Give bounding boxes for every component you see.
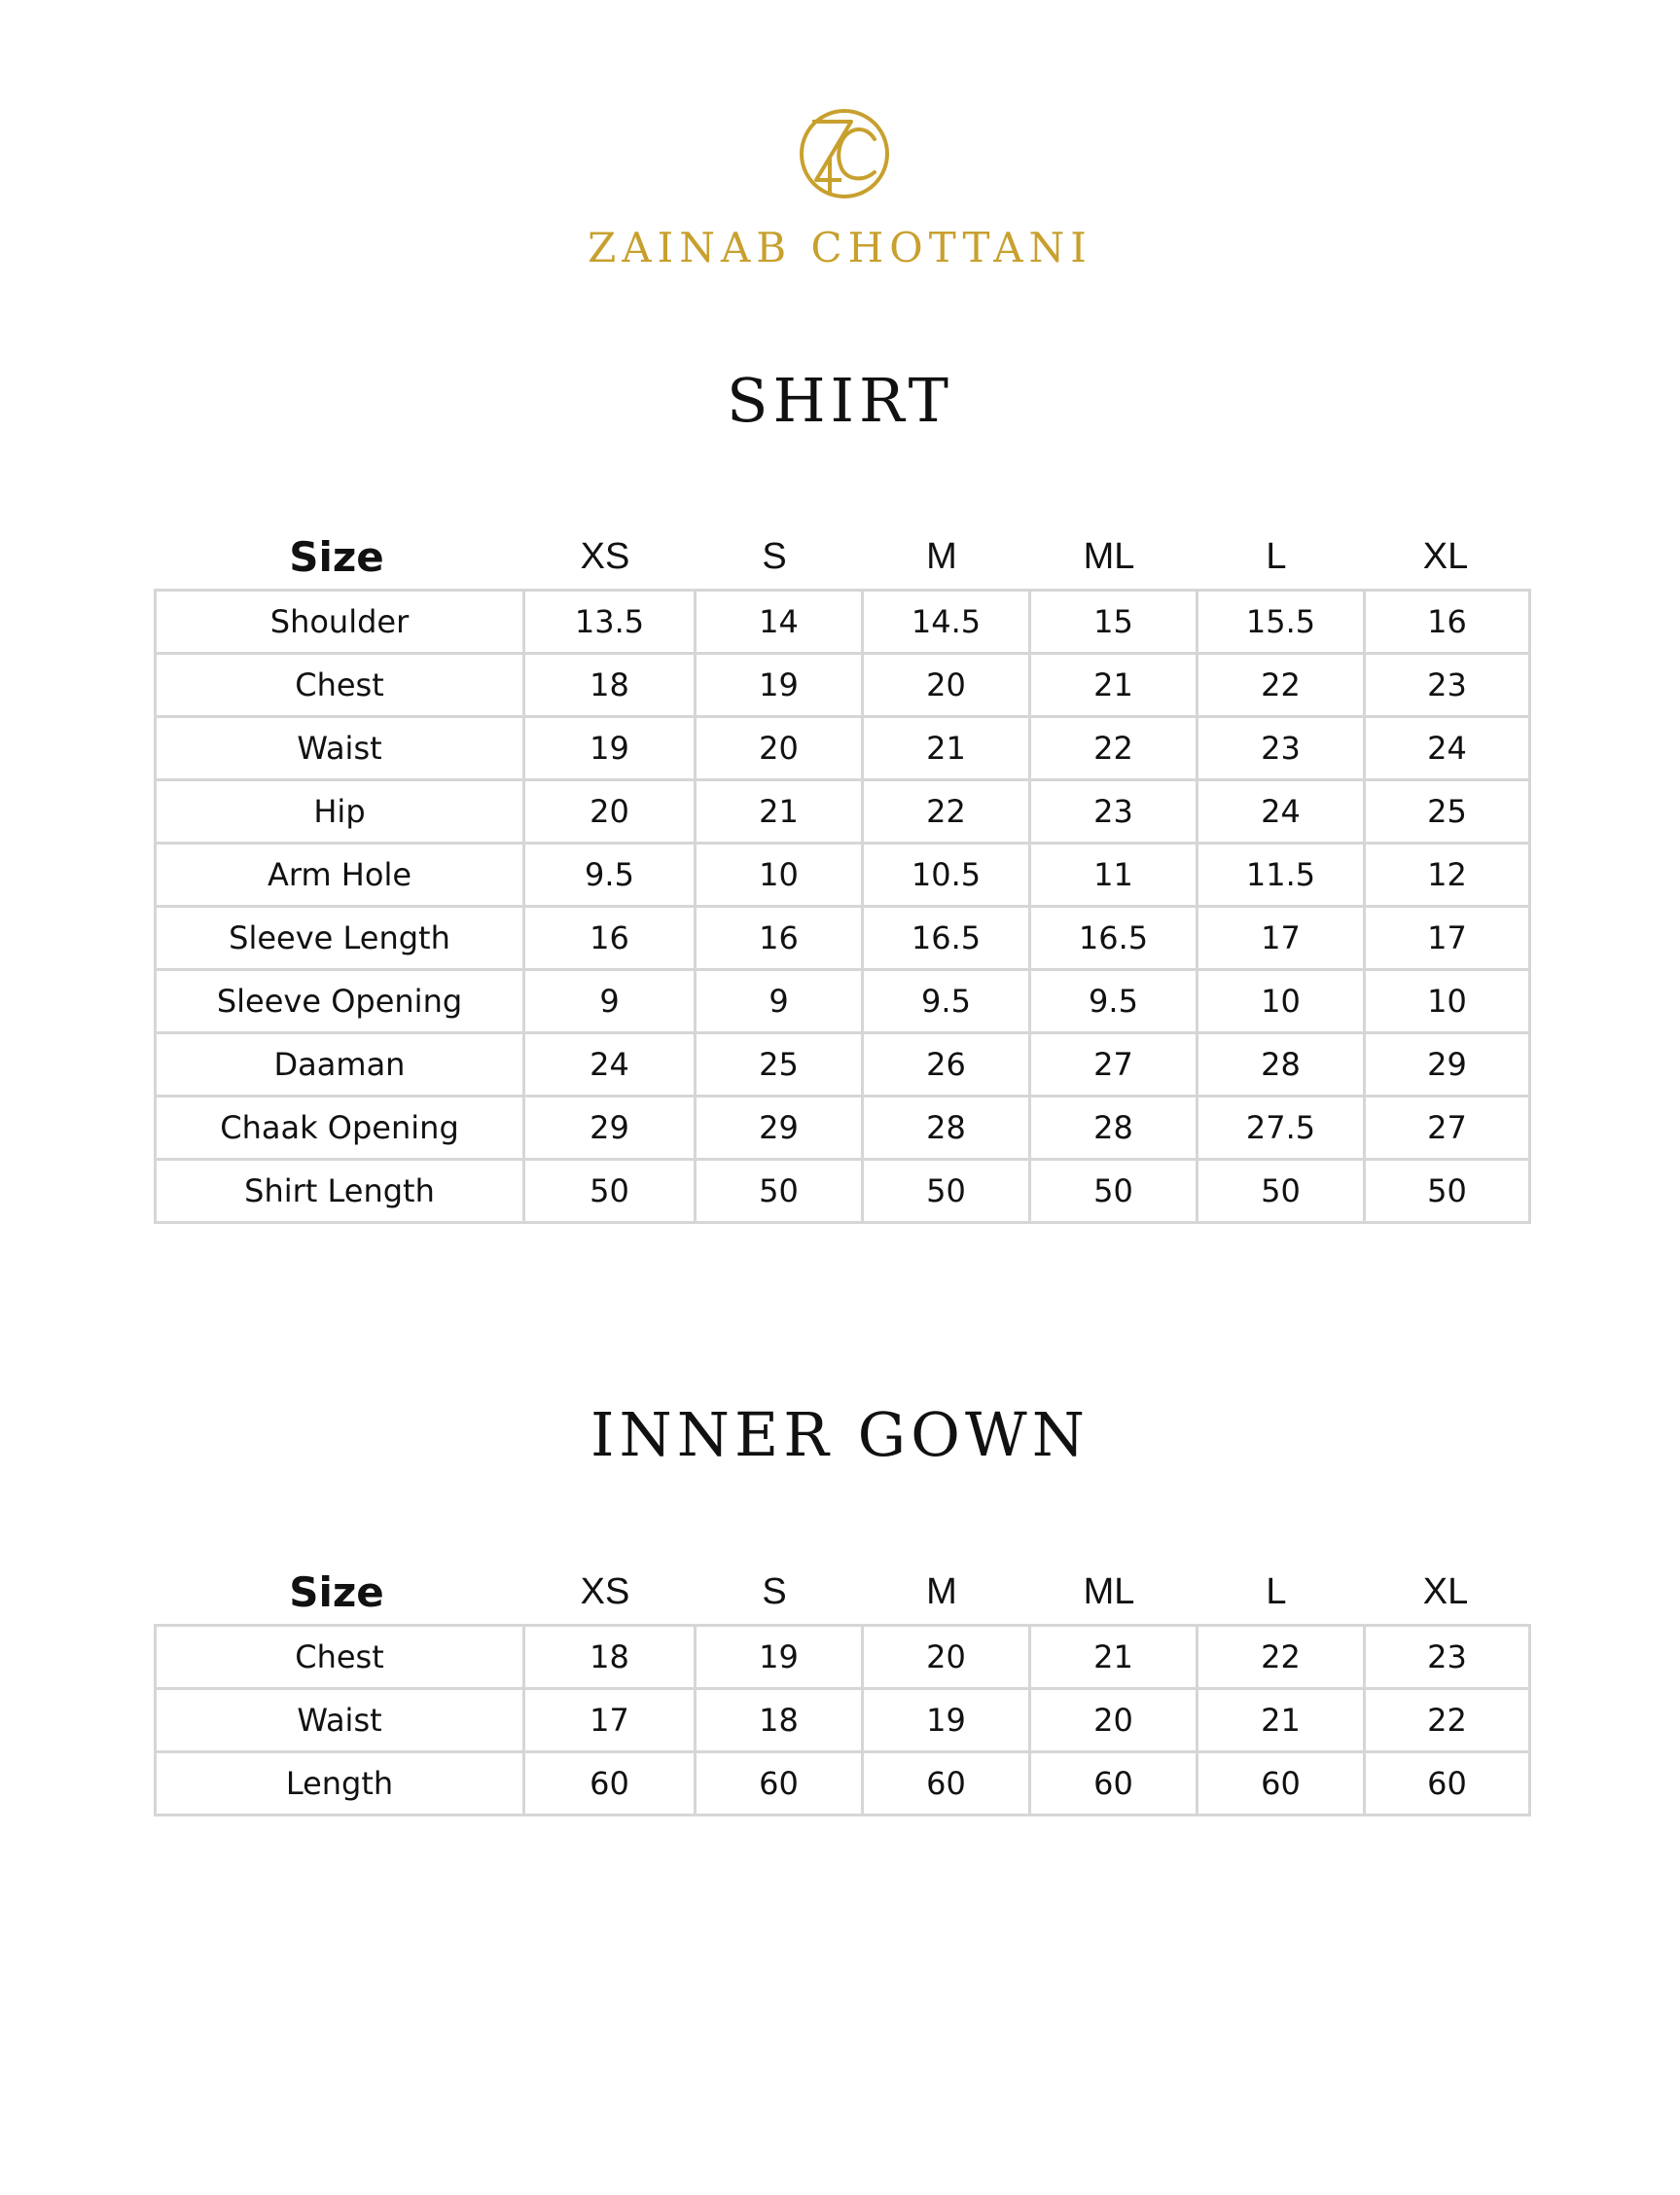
measurement-grid (154, 589, 1531, 1224)
measurement-value: 24 (1196, 781, 1363, 842)
size-label: Size (289, 533, 384, 581)
size-label: Size (289, 1568, 384, 1616)
measurement-value: 11 (1028, 845, 1196, 905)
measurement-value: 17 (1363, 908, 1528, 968)
measurement-value: 11.5 (1196, 845, 1363, 905)
measurement-value: 29 (694, 1098, 861, 1158)
measurement-label: Sleeve Opening (216, 983, 463, 1020)
measurement-value: 26 (861, 1034, 1028, 1095)
measurement-value: 21 (694, 781, 861, 842)
measurement-value: 20 (522, 781, 694, 842)
measurement-value: 16.5 (1028, 908, 1196, 968)
table-row (157, 1031, 1528, 1095)
measurement-value: 29 (522, 1098, 694, 1158)
measurement-value: 50 (694, 1161, 861, 1221)
section-title-inner-gown: INNER GOWN (590, 1399, 1090, 1470)
measurement-value: 20 (861, 1627, 1028, 1687)
measurement-value: 17 (522, 1690, 694, 1750)
table-header (154, 525, 1531, 589)
size-header-xl: XL (1422, 1571, 1469, 1612)
measurement-value: 18 (522, 655, 694, 715)
measurement-value: 9.5 (522, 845, 694, 905)
measurement-value: 10 (694, 845, 861, 905)
measurement-value: 25 (694, 1034, 861, 1095)
measurement-value: 29 (1363, 1034, 1528, 1095)
measurement-value: 15.5 (1196, 592, 1363, 652)
measurement-label: Sleeve Length (229, 919, 450, 956)
brand-header (0, 0, 1680, 292)
measurement-label: Length (285, 1765, 394, 1802)
measurement-value: 24 (1363, 718, 1528, 778)
measurement-label: Chest (295, 1638, 384, 1675)
measurement-value: 60 (861, 1753, 1028, 1814)
measurement-value: 13.5 (522, 592, 694, 652)
table-row (157, 778, 1528, 842)
size-header-l: L (1266, 536, 1287, 577)
measurement-value: 23 (1196, 718, 1363, 778)
section-title-shirt: SHIRT (727, 365, 953, 436)
measurement-value: 16 (694, 908, 861, 968)
measurement-value: 50 (522, 1161, 694, 1221)
measurement-value: 27 (1028, 1034, 1196, 1095)
size-header-s: S (762, 1571, 787, 1612)
measurement-value: 9 (694, 971, 861, 1031)
size-header-xs: XS (580, 536, 630, 577)
measurement-value: 25 (1363, 781, 1528, 842)
measurement-value: 16 (1363, 592, 1528, 652)
inner-gown-size-table (154, 1561, 1531, 1817)
table-row (157, 1095, 1528, 1158)
measurement-value: 50 (1196, 1161, 1363, 1221)
measurement-value: 50 (1028, 1161, 1196, 1221)
measurement-value: 20 (861, 655, 1028, 715)
measurement-value: 21 (1028, 1627, 1196, 1687)
measurement-label: Waist (297, 730, 382, 767)
table-row (157, 842, 1528, 905)
size-header-xl: XL (1422, 536, 1469, 577)
table-row (157, 1627, 1528, 1687)
measurement-value: 14 (694, 592, 861, 652)
measurement-value: 60 (1363, 1753, 1528, 1814)
measurement-value: 19 (861, 1690, 1028, 1750)
measurement-value: 22 (1363, 1690, 1528, 1750)
table-row (157, 1750, 1528, 1814)
measurement-value: 28 (1028, 1098, 1196, 1158)
measurement-value: 27.5 (1196, 1098, 1363, 1158)
measurement-value: 16 (522, 908, 694, 968)
measurement-value: 24 (522, 1034, 694, 1095)
table-row (157, 592, 1528, 652)
size-header-m: M (926, 1571, 957, 1612)
size-header-ml: ML (1083, 1571, 1135, 1612)
measurement-value: 60 (1196, 1753, 1363, 1814)
brand-monogram-logo (791, 100, 898, 207)
measurement-value: 50 (861, 1161, 1028, 1221)
measurement-value: 10 (1196, 971, 1363, 1031)
measurement-value: 9 (522, 971, 694, 1031)
size-header-ml: ML (1083, 536, 1135, 577)
measurement-value: 19 (694, 655, 861, 715)
measurement-value: 27 (1363, 1098, 1528, 1158)
table-row (157, 905, 1528, 968)
size-header-m: M (926, 536, 957, 577)
measurement-value: 18 (522, 1627, 694, 1687)
measurement-label: Chest (295, 666, 384, 703)
measurement-value: 10 (1363, 971, 1528, 1031)
size-header-s: S (762, 536, 787, 577)
measurement-value: 22 (1196, 655, 1363, 715)
measurement-value: 50 (1363, 1161, 1528, 1221)
measurement-label: Shirt Length (244, 1172, 435, 1209)
measurement-value: 22 (1196, 1627, 1363, 1687)
measurement-value: 20 (694, 718, 861, 778)
table-header (154, 1561, 1531, 1624)
table-row (157, 1158, 1528, 1221)
measurement-value: 21 (861, 718, 1028, 778)
size-header-l: L (1266, 1571, 1287, 1612)
measurement-value: 16.5 (861, 908, 1028, 968)
measurement-value: 60 (1028, 1753, 1196, 1814)
measurement-value: 28 (861, 1098, 1028, 1158)
measurement-value: 23 (1363, 655, 1528, 715)
measurement-value: 23 (1028, 781, 1196, 842)
measurement-value: 60 (694, 1753, 861, 1814)
measurement-value: 10.5 (861, 845, 1028, 905)
measurement-label: Daaman (273, 1046, 406, 1083)
measurement-label: Waist (297, 1702, 382, 1739)
measurement-value: 17 (1196, 908, 1363, 968)
measurement-value: 12 (1363, 845, 1528, 905)
measurement-value: 9.5 (861, 971, 1028, 1031)
measurement-label: Arm Hole (267, 856, 412, 893)
measurement-value: 21 (1028, 655, 1196, 715)
measurement-value: 60 (522, 1753, 694, 1814)
measurement-value: 21 (1196, 1690, 1363, 1750)
measurement-value: 22 (1028, 718, 1196, 778)
measurement-value: 14.5 (861, 592, 1028, 652)
measurement-value: 18 (694, 1690, 861, 1750)
measurement-value: 9.5 (1028, 971, 1196, 1031)
measurement-value: 19 (694, 1627, 861, 1687)
size-header-xs: XS (580, 1571, 630, 1612)
measurement-label: Hip (313, 793, 366, 830)
brand-name: ZAINAB CHOTTANI (588, 224, 1092, 271)
table-row (157, 652, 1528, 715)
measurement-value: 23 (1363, 1627, 1528, 1687)
table-row (157, 968, 1528, 1031)
shirt-size-table (154, 525, 1531, 1224)
measurement-value: 22 (861, 781, 1028, 842)
measurement-value: 28 (1196, 1034, 1363, 1095)
measurement-label: Chaak Opening (220, 1109, 459, 1146)
table-row (157, 715, 1528, 778)
measurement-label: Shoulder (269, 603, 410, 640)
measurement-value: 19 (522, 718, 694, 778)
measurement-grid (154, 1624, 1531, 1817)
measurement-value: 20 (1028, 1690, 1196, 1750)
measurement-value: 15 (1028, 592, 1196, 652)
table-row (157, 1687, 1528, 1750)
